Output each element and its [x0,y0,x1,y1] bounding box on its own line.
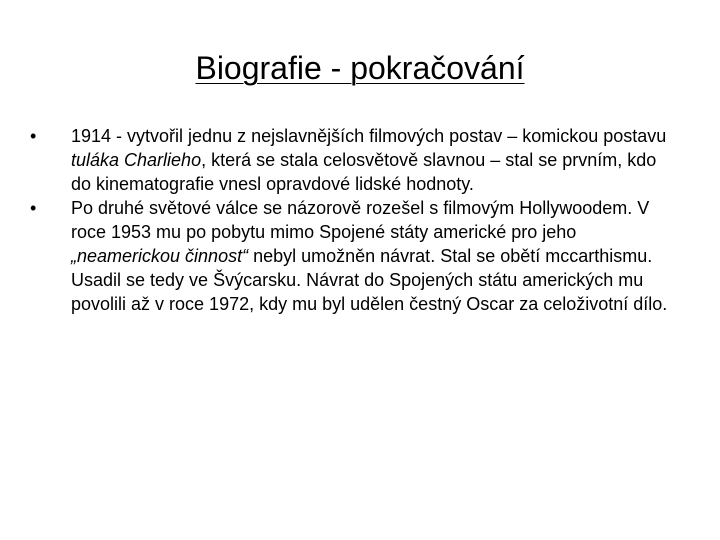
bullet-point-icon: • [30,198,37,218]
bullet-text [71,196,680,316]
bullet-text-part: 1914 - vytvořil jednu z nejslavnějších filmových postav – komickou postavu [71,126,667,146]
bullet-item [30,124,680,196]
bullet-point-icon: • [30,126,37,146]
bullet-text-part: Po druhé světové válce se názorově rozešel s filmovým Hollywoodem. V roce 1953 mu po pobytu mimo Spojené státy americké pro jeho [71,198,650,242]
bullet-text [71,124,680,196]
bullet-text-part: , která se stala celosvětově slavnou – stal se prvním, kdo do kinematografie vnesl opravdové lidské hodnoty. [71,150,657,194]
slide-title: Biografie - pokračování [195,50,525,86]
bullet-item [30,196,680,316]
bullet-list [30,124,680,316]
bullet-text-part: nebyl umožněn návrat. Stal se obětí mccarthismu. Usadil se tedy ve Švýcarsku. Návrat do Spojených státu amerických mu povolili až v roce 1972, kdy mu byl udělen čestný Oscar za celoživotní dílo. [71,246,668,314]
bullet-text-italic: tuláka Charlieho [71,150,202,170]
bullet-text-italic: „neamerickou činnost“ [71,246,249,266]
